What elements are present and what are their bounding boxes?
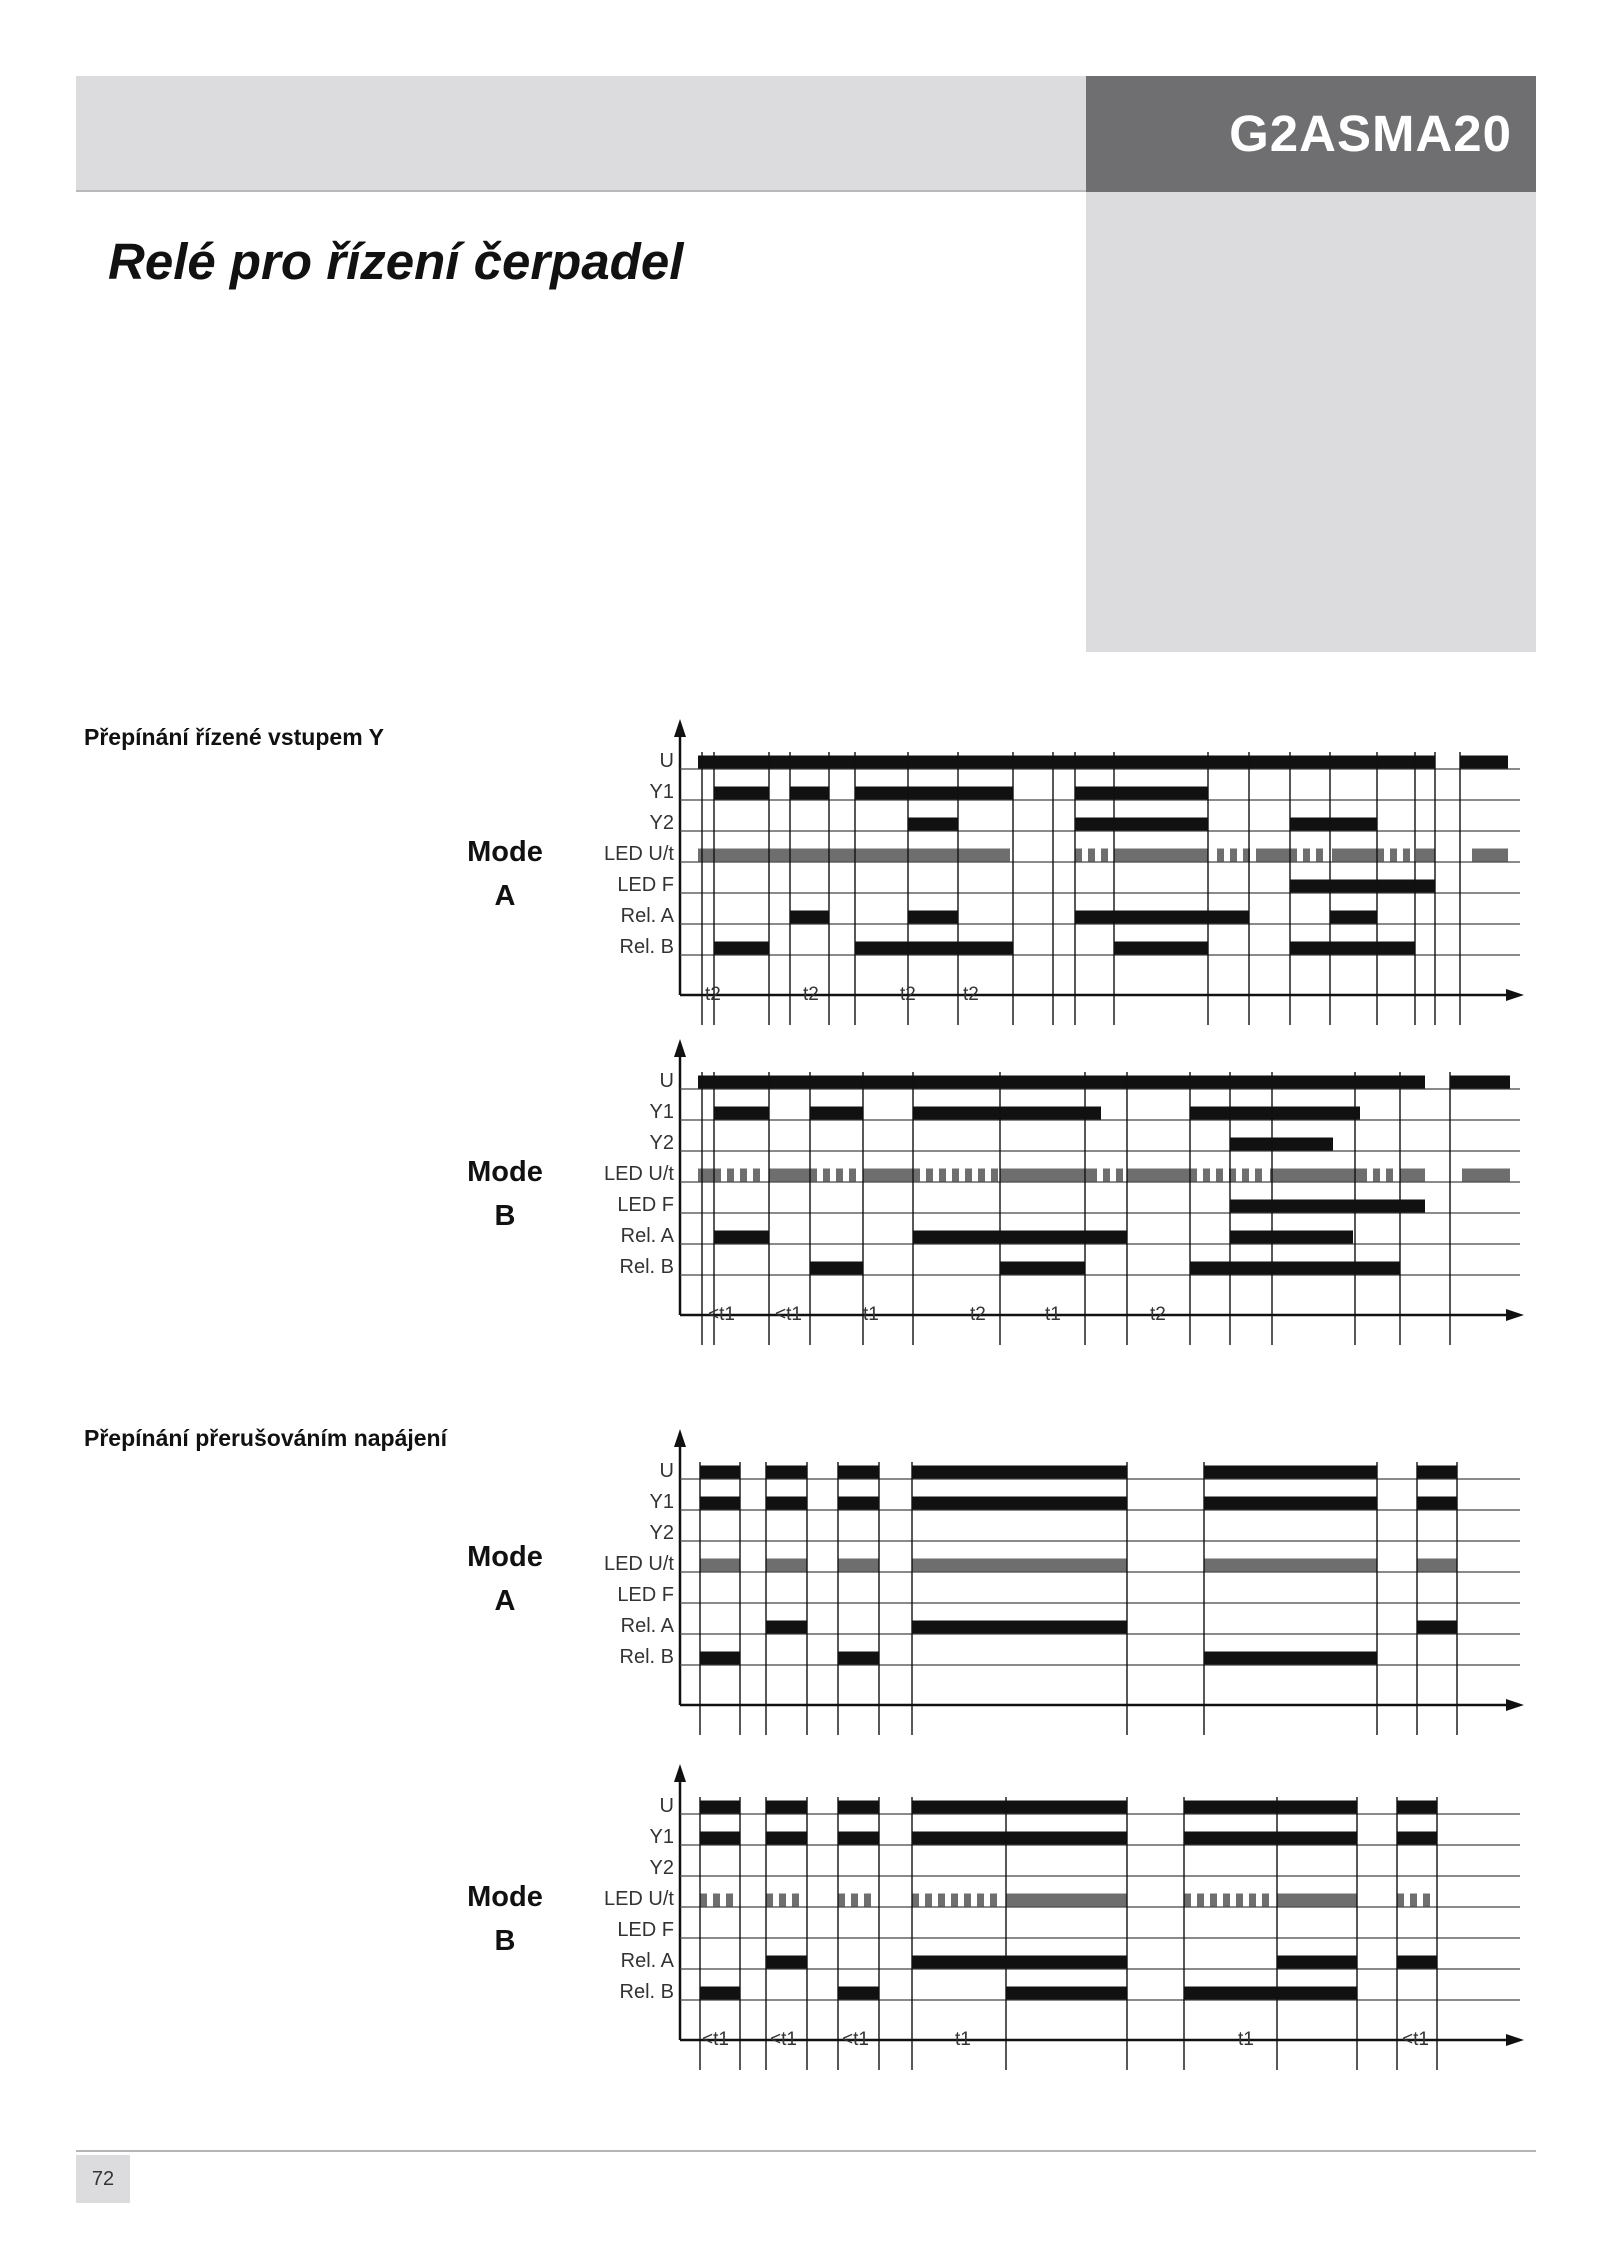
page-title: Relé pro řízení čerpadel (108, 233, 684, 290)
header-rule (76, 190, 1086, 192)
signal-label: LED F (617, 1584, 674, 1606)
led-blink (1216, 1169, 1223, 1182)
signal-bar (838, 1987, 879, 2000)
time-annotation: t1 (955, 2029, 971, 2050)
led-bar (1000, 1169, 1090, 1182)
signal-bar (912, 1956, 1127, 1969)
signal-bar (1075, 787, 1208, 800)
signal-bar (1230, 1200, 1425, 1213)
led-blink (1190, 1169, 1197, 1182)
led-blink (851, 1894, 858, 1907)
led-blink (1090, 1169, 1097, 1182)
signal-bar (810, 1107, 863, 1120)
signal-label: Rel. B (619, 936, 674, 958)
signal-bar (855, 787, 1013, 800)
signal-bar (1006, 1987, 1127, 2000)
led-blink (713, 1894, 720, 1907)
led-blink (1262, 1894, 1269, 1907)
signal-bar (855, 942, 1013, 955)
signal-bar (1230, 1231, 1353, 1244)
led-blink (753, 1169, 760, 1182)
signal-bar (838, 1832, 879, 1845)
signal-bar (913, 1107, 1101, 1120)
signal-bar (908, 818, 958, 831)
time-annotation: t1 (1238, 2029, 1254, 2050)
time-annotation: <t1 (842, 2029, 869, 2050)
signal-label: Rel. B (619, 1646, 674, 1668)
led-bar (769, 1169, 810, 1182)
time-annotation: t2 (900, 984, 916, 1005)
signal-bar (1290, 880, 1435, 893)
led-blink (1360, 1169, 1367, 1182)
signal-bar (1000, 1262, 1085, 1275)
signal-bar (700, 1801, 740, 1814)
led-blink (1101, 849, 1108, 862)
signal-bar (1184, 1801, 1357, 1814)
signal-bar (700, 1832, 740, 1845)
signal-bar (766, 1621, 807, 1634)
signal-label: Y2 (649, 812, 674, 834)
led-bar (700, 1559, 740, 1572)
mode-label-b: Mode B (467, 1881, 543, 1957)
signal-bar (766, 1801, 807, 1814)
led-blink (1390, 849, 1397, 862)
signal-bar (1184, 1987, 1357, 2000)
led-blink (991, 1169, 998, 1182)
signal-bar (1075, 818, 1208, 831)
signal-bar (1230, 1138, 1333, 1151)
signal-label: LED U/t (603, 843, 674, 865)
header-code-box (1086, 76, 1536, 192)
time-annotation: t2 (963, 984, 979, 1005)
led-blink (990, 1894, 997, 1907)
led-blink (700, 1894, 707, 1907)
signal-bar (700, 1466, 740, 1479)
signal-label: LED U/t (603, 1163, 674, 1185)
signal-bar (1204, 1466, 1377, 1479)
led-bar (1400, 1169, 1425, 1182)
signal-bar (700, 1497, 740, 1510)
product-code: G2ASMA20 (1229, 105, 1512, 162)
signal-bar (912, 1621, 1127, 1634)
footer-rule (76, 2150, 1536, 2152)
led-blink (1075, 849, 1082, 862)
time-annotation: <t1 (775, 1304, 802, 1325)
led-blink (952, 1169, 959, 1182)
signal-label: Y1 (649, 1826, 674, 1848)
signal-bar (838, 1497, 879, 1510)
signal-bar (1075, 911, 1249, 924)
signal-label: Y1 (649, 1101, 674, 1123)
side-panel (1086, 192, 1536, 652)
y-axis-arrow (674, 1429, 686, 1447)
signal-bar (1190, 1262, 1400, 1275)
led-blink (1377, 849, 1384, 862)
section-title-power-interrupt: Přepínání přerušováním napájení (84, 1425, 447, 1451)
signal-bar (1397, 1801, 1437, 1814)
led-blink (1114, 849, 1119, 862)
time-annotation: t2 (803, 984, 819, 1005)
led-bar (1127, 1169, 1190, 1182)
signal-label: Y2 (649, 1522, 674, 1544)
led-blink (913, 1169, 920, 1182)
led-blink (1255, 1169, 1262, 1182)
signal-bar (714, 1107, 769, 1120)
signal-bar (1277, 1956, 1357, 1969)
led-bar (1277, 1894, 1357, 1907)
time-axis-arrow (1506, 1309, 1524, 1321)
led-blink (864, 1894, 871, 1907)
mode-label-b: Mode B (467, 1156, 543, 1232)
led-blink (1184, 1894, 1191, 1907)
led-bar (1422, 849, 1435, 862)
led-blink (1397, 1894, 1404, 1907)
signal-label: Y1 (649, 781, 674, 803)
signal-label: LED F (617, 874, 674, 896)
signal-bar (1290, 942, 1415, 955)
time-annotation: <t1 (708, 1304, 735, 1325)
signal-label: LED F (617, 1194, 674, 1216)
time-annotation: <t1 (702, 2029, 729, 2050)
led-blink (938, 1894, 945, 1907)
mode-label-a: Mode A (467, 836, 543, 912)
signal-label: Rel. A (620, 1225, 674, 1247)
led-blink (792, 1894, 799, 1907)
mode-label-a: Mode A (467, 1541, 543, 1617)
signal-bar (913, 1231, 1127, 1244)
led-bar (863, 1169, 913, 1182)
signal-bar (1460, 756, 1508, 769)
signal-bar (1417, 1621, 1457, 1634)
led-blink (1088, 849, 1095, 862)
signal-bar (714, 787, 769, 800)
led-blink (965, 1169, 972, 1182)
led-blink (1203, 1169, 1210, 1182)
time-axis-arrow (1506, 2034, 1524, 2046)
led-blink (1236, 1894, 1243, 1907)
led-blink (1303, 849, 1310, 862)
led-bar (1332, 849, 1377, 862)
signal-bar (912, 1466, 1127, 1479)
time-annotation: t2 (1150, 1304, 1166, 1325)
signal-bar (766, 1466, 807, 1479)
signal-label: Y2 (649, 1857, 674, 1879)
signal-bar (810, 1262, 863, 1275)
signal-bar (1204, 1497, 1377, 1510)
signal-label: U (659, 750, 674, 772)
signal-bar (1204, 1652, 1377, 1665)
signal-label: U (659, 1070, 674, 1092)
signal-bar (700, 1652, 740, 1665)
led-blink (978, 1169, 985, 1182)
led-blink (1386, 1169, 1393, 1182)
led-blink (1290, 849, 1297, 862)
signal-label: Y1 (649, 1491, 674, 1513)
signal-bar (1330, 911, 1377, 924)
section-title-input-y: Přepínání řízené vstupem Y (84, 724, 384, 750)
timing-diagram-power-mode-a (590, 1435, 1530, 1720)
led-bar (1462, 1169, 1510, 1182)
signal-label: U (659, 1795, 674, 1817)
led-blink (939, 1169, 946, 1182)
signal-bar (912, 1497, 1127, 1510)
time-annotation: t2 (705, 984, 721, 1005)
led-bar (912, 1559, 1127, 1572)
signal-bar (1397, 1832, 1437, 1845)
led-bar (698, 1169, 714, 1182)
timing-diagram-y-mode-a (590, 725, 1530, 1025)
signal-bar (698, 1076, 1425, 1089)
signal-bar (912, 1801, 1127, 1814)
led-blink (925, 1894, 932, 1907)
led-blink (1242, 1169, 1249, 1182)
led-blink (912, 1894, 919, 1907)
led-blink (740, 1169, 747, 1182)
signal-bar (838, 1652, 879, 1665)
led-bar (1204, 1559, 1377, 1572)
signal-label: LED F (617, 1919, 674, 1941)
led-blink (727, 1169, 734, 1182)
led-blink (766, 1894, 773, 1907)
led-blink (1210, 1894, 1217, 1907)
signal-label: Rel. A (620, 905, 674, 927)
signal-label: LED U/t (603, 1888, 674, 1910)
led-blink (1223, 1894, 1230, 1907)
time-annotation: t2 (970, 1304, 986, 1325)
led-blink (926, 1169, 933, 1182)
signal-bar (766, 1832, 807, 1845)
y-axis-arrow (674, 719, 686, 737)
led-bar (1119, 849, 1208, 862)
led-blink (838, 1894, 845, 1907)
led-blink (964, 1894, 971, 1907)
signal-bar (908, 911, 958, 924)
led-blink (714, 1169, 721, 1182)
signal-label: Rel. A (620, 1950, 674, 1972)
led-blink (1423, 1894, 1430, 1907)
y-axis-arrow (674, 1039, 686, 1057)
timing-diagram-power-mode-b (590, 1770, 1530, 2070)
led-blink (836, 1169, 843, 1182)
signal-bar (698, 756, 1435, 769)
signal-bar (1290, 818, 1377, 831)
signal-bar (1114, 942, 1208, 955)
signal-bar (1184, 1832, 1357, 1845)
led-blink (1116, 1169, 1123, 1182)
led-blink (977, 1894, 984, 1907)
led-blink (849, 1169, 856, 1182)
led-blink (779, 1894, 786, 1907)
signal-bar (838, 1801, 879, 1814)
time-axis-arrow (1506, 1699, 1524, 1711)
header-band (76, 76, 1086, 190)
signal-bar (790, 911, 829, 924)
signal-bar (790, 787, 829, 800)
signal-bar (1417, 1466, 1457, 1479)
led-blink (1197, 1894, 1204, 1907)
led-blink (1103, 1169, 1110, 1182)
led-bar (698, 849, 1010, 862)
time-annotation: t1 (863, 1304, 879, 1325)
signal-label: Rel. A (620, 1615, 674, 1637)
time-annotation: <t1 (1402, 2029, 1429, 2050)
led-blink (1416, 849, 1422, 862)
signal-label: Rel. B (619, 1256, 674, 1278)
signal-bar (1450, 1076, 1510, 1089)
led-bar (1006, 1894, 1127, 1907)
time-annotation: <t1 (770, 2029, 797, 2050)
led-blink (951, 1894, 958, 1907)
led-blink (1373, 1169, 1380, 1182)
signal-bar (912, 1832, 1127, 1845)
led-blink (1249, 1894, 1256, 1907)
y-axis-arrow (674, 1764, 686, 1782)
led-blink (1217, 849, 1224, 862)
led-blink (810, 1169, 817, 1182)
signal-bar (714, 942, 769, 955)
signal-bar (766, 1956, 807, 1969)
time-annotation: t1 (1045, 1304, 1061, 1325)
signal-label: LED U/t (603, 1553, 674, 1575)
led-bar (1270, 1169, 1360, 1182)
signal-bar (700, 1987, 740, 2000)
led-blink (1316, 849, 1323, 862)
led-bar (1417, 1559, 1457, 1572)
led-blink (1403, 849, 1410, 862)
signal-label: Rel. B (619, 1981, 674, 2003)
led-bar (838, 1559, 879, 1572)
led-bar (766, 1559, 807, 1572)
signal-label: U (659, 1460, 674, 1482)
led-blink (1410, 1894, 1417, 1907)
led-blink (1230, 849, 1237, 862)
signal-bar (1190, 1107, 1360, 1120)
signal-bar (838, 1466, 879, 1479)
page-number: 72 (76, 2155, 130, 2203)
timing-diagram-y-mode-b (590, 1045, 1530, 1345)
led-blink (726, 1894, 733, 1907)
led-blink (823, 1169, 830, 1182)
led-bar (1256, 849, 1290, 862)
signal-bar (1397, 1956, 1437, 1969)
time-axis-arrow (1506, 989, 1524, 1001)
led-bar (1472, 849, 1508, 862)
signal-bar (1417, 1497, 1457, 1510)
signal-bar (714, 1231, 769, 1244)
signal-label: Y2 (649, 1132, 674, 1154)
signal-bar (766, 1497, 807, 1510)
